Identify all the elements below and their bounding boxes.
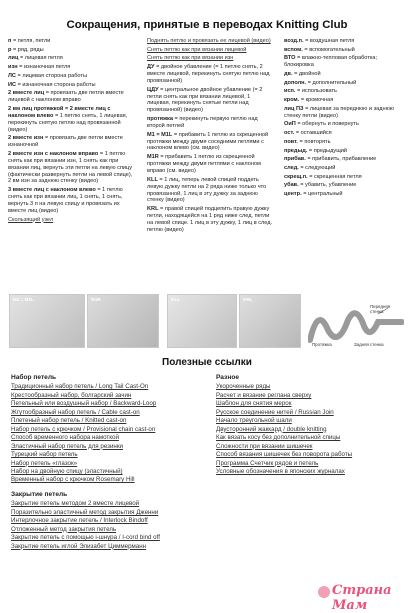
abbr-col3-definition: = центральный	[301, 191, 343, 198]
abbr-col3-entry	[284, 121, 408, 128]
abbr-col3-entry	[284, 130, 408, 137]
photo-label-m1r: M1R	[91, 297, 101, 302]
abbr-col3-entry	[284, 191, 408, 198]
misc-link[interactable]: Двусторонний жаккард / double knitting	[216, 425, 327, 433]
abbr-col2-entry	[147, 154, 273, 175]
abbr-col3-definition: = двойной	[292, 71, 321, 78]
abbr-col3-term: возд.п.	[284, 38, 304, 44]
abbr-col1-entry	[8, 64, 133, 71]
cast-on-link[interactable]: Жгутообразный набор петель / Cable cast-on	[11, 408, 140, 416]
cast-on-link[interactable]: Плетеный набор петель / Knitted cast-on	[11, 417, 127, 425]
abbr-col2-entry	[147, 206, 273, 234]
abbr-col1-term: лиц	[8, 55, 19, 62]
abbr-col3-term: центр.	[284, 191, 302, 198]
abbr-col1-term: 3 вместе лиц с наклоном влево	[8, 187, 96, 194]
abbr-col3-definition: = влажно-тепловая обработка; блокировка	[284, 55, 378, 69]
bind-off-link[interactable]: Закрытие петель методом 2 вместе лицевой	[11, 500, 140, 508]
abbr-col1-entry	[8, 55, 133, 62]
abbr-col3-definition: = убавить, убавление	[298, 182, 357, 189]
cast-on-link[interactable]: Турецкий набор петель	[11, 451, 78, 459]
misc-link[interactable]: Русское соединение нитей / Russian Join	[216, 408, 334, 416]
abbr-col3-term: ОиП	[284, 121, 296, 128]
abbr-col3-term: кром.	[284, 97, 300, 104]
abbr-col3-term: скрещ.п.	[284, 173, 308, 180]
abbr-col2-definition: = 1 лиц, теперь левой спицей поддеть левую дужку петли на 2 ряда ниже только что провязанной, 1 лиц в эту дужку за заднюю стенку (видео)	[147, 176, 267, 204]
cast-on-link[interactable]: Петельный или воздушный набор / Backward-Loop	[11, 400, 157, 408]
abbr-col1-definition: = провязать две петли вместе изнаночной	[8, 135, 123, 149]
bind-off-link[interactable]: Поразительно эластичный метод закрытия Дженни	[11, 508, 159, 516]
cast-on-link[interactable]: Набор петель с крючком / Provisional chain cast-on	[11, 425, 156, 433]
abbr-col3-entry	[284, 88, 408, 95]
abbr-col3-term: ВТО	[284, 55, 296, 62]
abbr-col3-entry	[284, 106, 408, 120]
abbr-col1-definition: = 1 петлю снять, 1 лицевая, перекинуть снятую петлю над провязанной (видео)	[8, 112, 128, 133]
abbr-col3-entry	[284, 71, 408, 78]
abbr-col3-definition: = предыдущий	[307, 147, 348, 154]
abbr-col3-term: след.	[284, 164, 299, 171]
abbr-col3-definition: = кромочная	[299, 97, 334, 104]
abbr-col2-definition: = центральное двойное убавление (= 2 петли снять как при вязании лицевой, 1 лицевая, перекинуть снятые петли над провязанной) (видео)	[147, 86, 263, 114]
photo-m1r	[87, 294, 159, 348]
abbr-col3-definition: = вспомогательный	[302, 46, 355, 53]
bind-off-link[interactable]: Отложенный метод закрытия петель	[11, 525, 117, 533]
abbr-col1-definition: = ряд, ряды	[11, 46, 44, 53]
diagram-label-back: Задняя стенка	[354, 342, 384, 347]
abbr-col1-entry	[8, 106, 133, 134]
abbr-col1-term: ЛС	[8, 72, 16, 79]
abbr-col3-entry	[284, 182, 408, 189]
abbr-col2-entry	[147, 87, 273, 115]
misc-link[interactable]: Сложности при вязании шишечек	[216, 442, 313, 450]
abbr-col1-term: изн	[8, 64, 18, 71]
abbr-col3-term: дв.	[284, 71, 293, 78]
abbr-col1-entry	[8, 82, 133, 89]
abbr-col1-entry[interactable]	[8, 217, 133, 224]
abbr-col2-definition: = перекинуть первую петлю над второй петлей	[147, 116, 258, 129]
abbr-col2-definition: = прибавить 1 петлю из скрещенной протяжки между двумя петлями с наклоном вправо (см. видео)	[147, 154, 261, 174]
misc-link[interactable]: Как вязать косу без дополнительной спицы	[216, 434, 341, 442]
abbr-col2-term: KLL	[147, 176, 158, 183]
abbr-col1-term: ИС	[8, 81, 17, 88]
abbr-col2-entry[interactable]	[147, 47, 273, 54]
abbr-col1-entry	[8, 135, 133, 149]
photo-m1l	[9, 294, 85, 348]
abbr-col3-entry	[284, 174, 408, 181]
abbr-col2-entry	[147, 132, 273, 153]
abbr-col3-term: предыд.	[284, 147, 308, 154]
misc-link[interactable]: Шаблон для снятия мерок	[216, 400, 292, 408]
abbr-col1-entry	[8, 38, 133, 45]
abbr-col2-definition: = правой спицей подцепить правую дужку петли, находящейся на 1 ряд ниже след. петли на левой спице. 1 лиц в эту дужку, 1 лиц в след. петлю (видео)	[147, 206, 273, 233]
watermark: Страна Мам	[332, 583, 392, 613]
abbr-col2-entry	[147, 64, 273, 85]
abbr-col2-entry[interactable]	[147, 38, 273, 45]
abbr-col3-term: лиц ПЗ	[284, 105, 304, 112]
abbr-col3-definition: = воздушная петля	[303, 38, 355, 44]
misc-link[interactable]: Программа Счетчик рядов и петель	[216, 459, 319, 467]
abbr-col1-entry	[8, 73, 133, 80]
abbr-col1-entry	[8, 151, 133, 186]
cast-on-heading: Набор петель	[11, 374, 57, 381]
abbr-col3-definition: = повторять	[297, 138, 331, 145]
abbr-col3-definition: = следующий	[298, 164, 336, 171]
abbr-col1-definition[interactable]: Скользящий узел	[8, 216, 54, 223]
abbr-col3-entry	[284, 156, 408, 163]
abbr-col2-entry[interactable]	[147, 55, 273, 62]
diagram-label-front: Передняя стенка	[370, 304, 391, 314]
abbr-col1-entry	[8, 90, 133, 104]
photo-label-krl: KRL	[243, 297, 253, 302]
abbr-col1-definition: = провязать две петли вместе лицевой с наклоном вправо	[8, 90, 124, 104]
misc-heading: Разное	[216, 374, 240, 381]
abbr-col1-definition: = лицевая сторона работы	[15, 72, 87, 79]
abbr-col1-entry	[8, 47, 133, 54]
bind-off-link[interactable]: Закрытие петель с помощью i-шнура / I-cord bind off	[11, 534, 160, 542]
abbr-col1-term: 2 вм лиц протяжкой = 2 вместе лиц с наклоном влево	[8, 105, 111, 119]
photo-label-kll: KLL	[171, 297, 180, 302]
stitch-diagram	[308, 300, 404, 348]
abbr-col2-definition: = двойное убавление (= 1 петлю снять, 2 вместе лицевой, перекинуть снятую петлю над провязанной)	[147, 64, 270, 84]
cast-on-link[interactable]: Традиционный набор петель / Long Tail Cast-On	[11, 383, 149, 391]
abbr-col3-term: ост.	[284, 130, 295, 137]
abbr-col1-term: р	[8, 46, 12, 53]
links-column-right	[216, 374, 410, 476]
abbr-col3-entry	[284, 97, 408, 104]
misc-link[interactable]: Укороченные ряды	[216, 383, 271, 391]
abbr-col3-definition: = оставшийся	[294, 130, 332, 137]
cast-on-link[interactable]: Временный набор с крючком Rosemary Hill	[11, 476, 135, 484]
cast-on-link[interactable]: Набор петель «глазок»	[11, 459, 78, 467]
misc-link[interactable]: Условные обозначения в японских журналах	[216, 467, 345, 475]
abbr-col3-term: прибав.	[284, 156, 306, 163]
abbreviations-column-2	[147, 38, 273, 234]
abbr-col2-term: ЦДУ	[147, 86, 159, 93]
abbr-col3-entry	[284, 38, 408, 45]
abbr-col2-term: протяжка	[147, 116, 173, 123]
abbr-col3-definition: = обернуть и повернуть	[295, 121, 359, 128]
cast-on-link[interactable]: Крестообразный набор, болгарский зачин	[11, 391, 132, 399]
misc-link[interactable]: Способ вязания шишечек без поворота работы	[216, 451, 353, 459]
abbr-col2-entry	[147, 177, 273, 205]
cast-on-link[interactable]: Эластичный набор петель для резинки	[11, 442, 123, 450]
abbr-col3-definition: = использовать	[295, 88, 337, 95]
abbr-col1-definition: = лицевая петля	[18, 55, 63, 62]
abbr-col3-definition: = дополнительный	[306, 79, 357, 86]
abbr-col2-term: M1R	[147, 154, 159, 161]
abbr-col3-entry	[284, 165, 408, 172]
abbr-col1-entry	[8, 187, 133, 215]
photo-label-m1l: M1 = M1L	[13, 297, 34, 302]
abbr-col3-entry	[284, 139, 408, 146]
abbr-col1-term: п	[8, 38, 12, 44]
abbr-col1-term: 2 вместе изн с наклоном вправо	[8, 150, 99, 157]
abbr-col2-term: KRL	[147, 206, 159, 213]
links-column-left	[11, 374, 207, 551]
abbr-col1-definition: = 1 петлю снять как при вязании лиц, 1 снять, 1 снять, вернуть 3 п на левую спицу и провязать их вместе лиц (видео)	[8, 187, 123, 214]
abbr-col2-entry	[147, 116, 273, 130]
bind-off-link[interactable]: Интерлочное закрытие петель / Interlock Bindoff	[11, 517, 148, 525]
abbr-col1-definition: = изнаночная сторона работы	[16, 81, 96, 88]
abbreviations-column-1	[8, 38, 133, 224]
photo-kll	[167, 294, 237, 348]
abbr-col3-definition: = прибавить, прибавление	[305, 156, 377, 163]
abbr-col2-definition[interactable]: Поднять петлю и провязать ее лицевой (видео)	[147, 38, 271, 44]
misc-link[interactable]: Расчет и вязание реглана сверху	[216, 391, 312, 399]
abbr-col3-entry	[284, 55, 408, 69]
cast-on-link[interactable]: Набор на двойную спицу (эластичный)	[11, 467, 123, 475]
watermark-logo-icon	[318, 586, 330, 598]
abbr-col1-definition: = петля, петли	[11, 38, 51, 44]
abbr-col2-term: ДУ	[147, 64, 155, 71]
diagram-label-knit: Протяжка	[312, 342, 332, 347]
abbr-col3-entry	[284, 80, 408, 87]
photo-krl	[239, 294, 301, 348]
links-title: Полезные ссылки	[162, 357, 252, 368]
cast-on-link[interactable]: Способ временного набора намоткой	[11, 434, 119, 442]
abbr-col2-definition: = прибавить 1 петлю из скрещенной протяжки между двумя соседними петлями с наклоном влево (см. видео)	[147, 131, 269, 152]
abbreviations-column-3	[284, 38, 408, 198]
abbr-col3-definition: = скрещенная петля	[307, 173, 362, 180]
abbr-col3-term: убав.	[284, 182, 299, 189]
abbr-col3-term: повт.	[284, 138, 298, 145]
abbr-col1-definition: = изнаночная петля	[17, 64, 71, 71]
abbr-col1-term: 2 вместе лиц	[8, 90, 45, 97]
abbr-col1-term: 2 вместе изн	[8, 135, 44, 142]
abbr-col2-term: М1 = M1L	[147, 131, 173, 138]
abbr-col3-entry	[284, 47, 408, 54]
abbr-col3-term: исп.	[284, 88, 296, 95]
abbr-col2-definition[interactable]: Снять петлю как при вязании лицевой	[147, 46, 247, 53]
abbr-col2-definition[interactable]: Снять петлю как при вязании изн	[147, 55, 234, 62]
bind-off-heading: Закрытие петель	[11, 490, 68, 498]
abbr-col3-definition: = лицевая за переднюю и заднюю стенку петли (видео)	[284, 105, 394, 119]
misc-link[interactable]: Начало треугольной шали	[216, 417, 292, 425]
abbr-col3-entry	[284, 148, 408, 155]
bind-off-link[interactable]: Закрытие петель иглой Элизабет Циммерманн	[11, 542, 147, 550]
abbr-col1-definition: = 1 петлю снять как при вязании изн, 1 снять как при вязании лиц, вернуть эти петли на левую спицу (фактически развернуть петли на левой спице), 2 вм изн за заднюю стенку (видео)	[8, 150, 133, 185]
abbr-col3-term: дополн.	[284, 79, 307, 86]
page-title: Сокращения, принятые в переводах Knitting Club	[66, 19, 348, 31]
abbr-col3-term: вспом.	[284, 46, 303, 53]
